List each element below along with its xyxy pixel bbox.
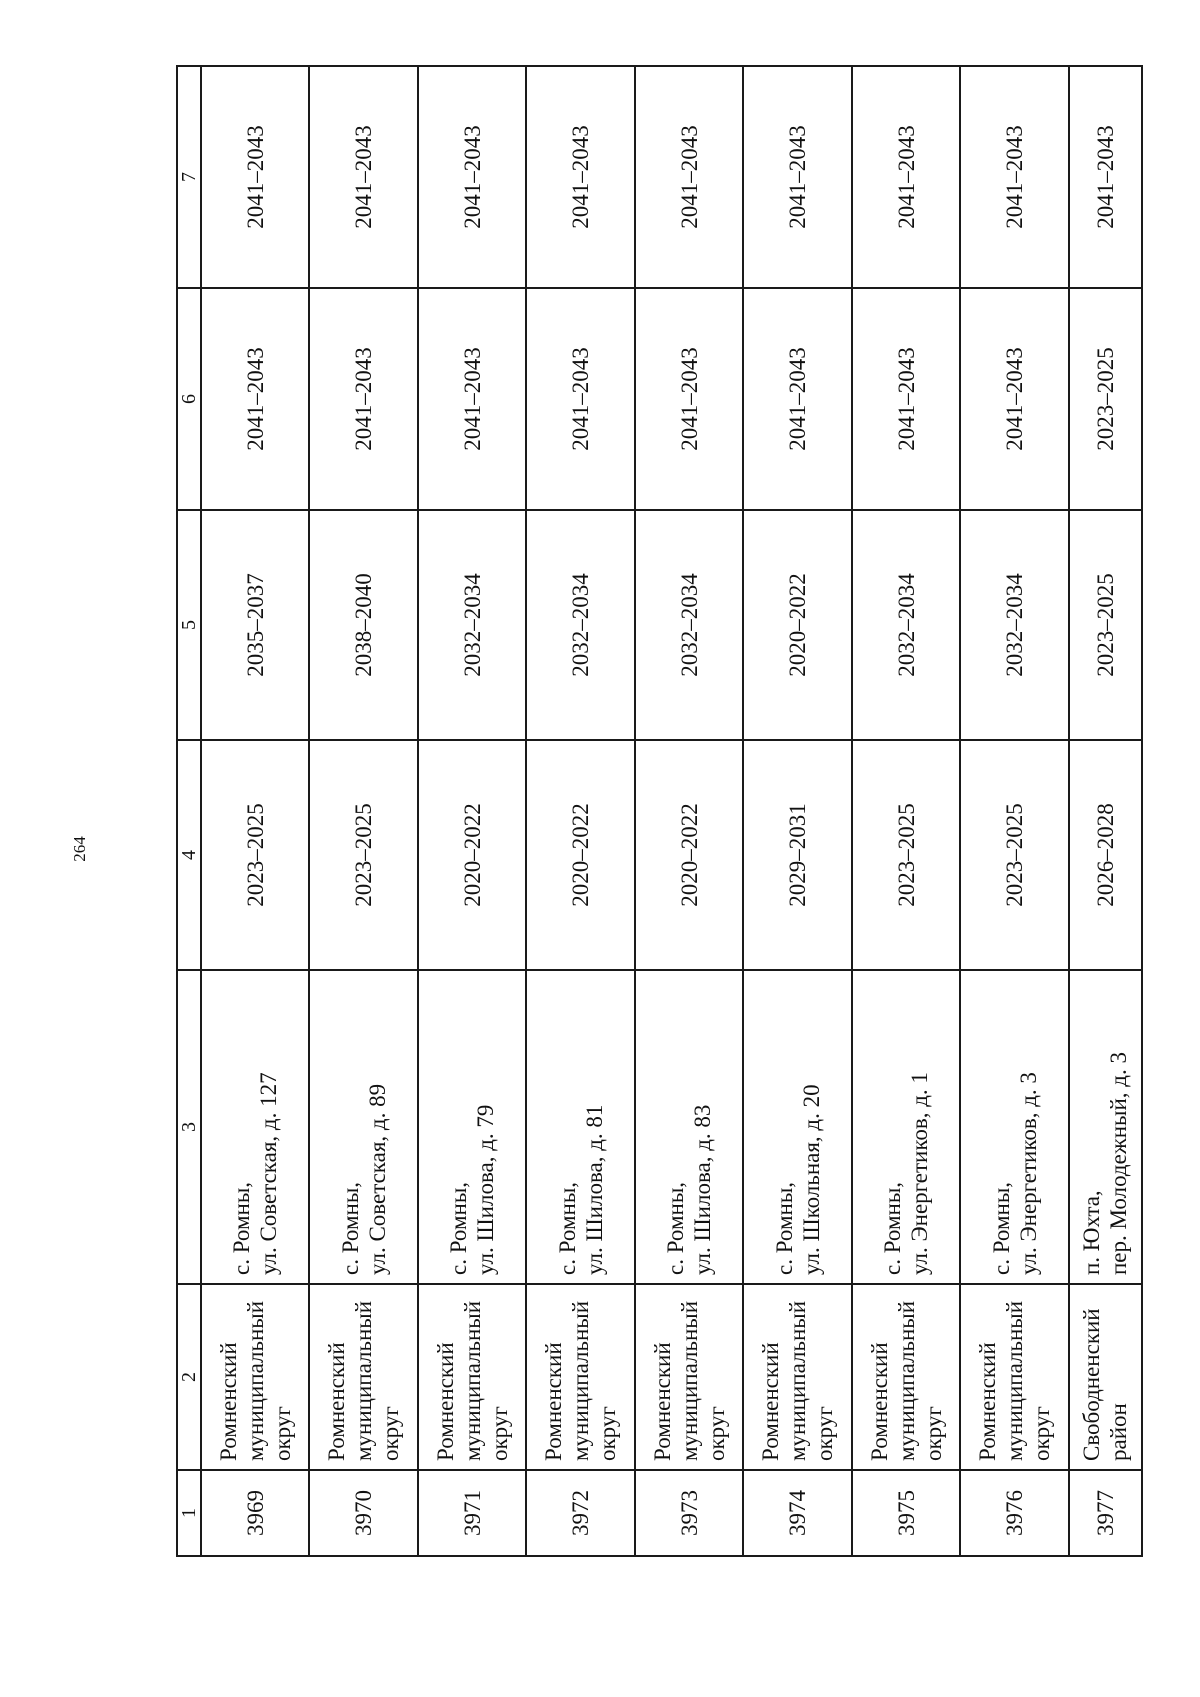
address-cell (960, 970, 1068, 1284)
table-row (852, 66, 960, 1556)
row-number: 3974 (743, 1470, 851, 1556)
district-cell (960, 1284, 1068, 1470)
address-line: ул. Энергетиков, д. 1 (907, 1072, 933, 1275)
period-cell-col5: 2032–2034 (852, 510, 960, 740)
row-number: 3975 (852, 1470, 960, 1556)
address-line: с. Ромны, (771, 1181, 797, 1275)
period-cell-col7: 2041–2043 (418, 66, 526, 288)
column-header: 4 (177, 740, 201, 970)
row-number: 3971 (418, 1470, 526, 1556)
period-cell-col5: 2032–2034 (960, 510, 1068, 740)
district-line: Ромненский (975, 1342, 1001, 1461)
district-cell (418, 1284, 526, 1470)
address-line: с. Ромны, (229, 1181, 255, 1275)
schedule-table-wrapper (176, 67, 1143, 1557)
address-line: с. Ромны, (446, 1181, 472, 1275)
period-cell-col7: 2041–2043 (309, 66, 417, 288)
district-line: Ромненский (541, 1342, 567, 1461)
period-cell-col7: 2041–2043 (526, 66, 634, 288)
address-line: ул. Шилова, д. 79 (473, 1104, 499, 1275)
address-line: с. Ромны, (663, 1181, 689, 1275)
address-line: с. Ромны, (880, 1181, 906, 1275)
period-cell-col4: 2023–2025 (201, 740, 309, 970)
row-number: 3969 (201, 1470, 309, 1556)
district-line: муниципальный (459, 1300, 485, 1461)
table-row (635, 66, 743, 1556)
period-cell-col5: 2032–2034 (418, 510, 526, 740)
district-line: Ромненский (324, 1342, 350, 1461)
period-cell-col5: 2038–2040 (309, 510, 417, 740)
period-cell-col4: 2023–2025 (852, 740, 960, 970)
period-cell-col4: 2023–2025 (960, 740, 1068, 970)
address-line: ул. Шилова, д. 83 (690, 1104, 716, 1275)
row-number: 3973 (635, 1470, 743, 1556)
address-line: ул. Советская, д. 127 (256, 1072, 282, 1275)
district-cell (743, 1284, 851, 1470)
district-line: округ (486, 1406, 512, 1461)
address-line: п. Юхта, (1079, 1190, 1105, 1275)
district-line: Ромненский (215, 1342, 241, 1461)
period-cell-col5: 2032–2034 (635, 510, 743, 740)
district-line: муниципальный (893, 1300, 919, 1461)
period-cell-col7: 2041–2043 (201, 66, 309, 288)
table-row (418, 66, 526, 1556)
period-cell-col5: 2023–2025 (1069, 510, 1142, 740)
period-cell-col6: 2041–2043 (960, 288, 1068, 510)
address-cell (635, 970, 743, 1284)
district-line: Ромненский (866, 1342, 892, 1461)
table-row (743, 66, 851, 1556)
district-line: район (1106, 1403, 1132, 1461)
district-cell (852, 1284, 960, 1470)
district-cell (526, 1284, 634, 1470)
period-cell-col5: 2020–2022 (743, 510, 851, 740)
address-cell (743, 970, 851, 1284)
table-row (309, 66, 417, 1556)
row-number: 3970 (309, 1470, 417, 1556)
column-header-row (177, 66, 201, 1556)
period-cell-col4: 2020–2022 (635, 740, 743, 970)
address-cell (526, 970, 634, 1284)
period-cell-col6: 2041–2043 (309, 288, 417, 510)
period-cell-col6: 2041–2043 (526, 288, 634, 510)
address-line: ул. Шилова, д. 81 (581, 1104, 607, 1275)
column-header: 1 (177, 1470, 201, 1556)
column-header: 7 (177, 66, 201, 288)
district-line: муниципальный (242, 1300, 268, 1461)
row-number: 3976 (960, 1470, 1068, 1556)
address-line: ул. Школьная, д. 20 (798, 1084, 824, 1275)
period-cell-col5: 2035–2037 (201, 510, 309, 740)
address-cell (309, 970, 417, 1284)
table-row (1069, 66, 1142, 1556)
district-cell (1069, 1284, 1142, 1470)
period-cell-col6: 2023–2025 (1069, 288, 1142, 510)
period-cell-col4: 2020–2022 (526, 740, 634, 970)
period-cell-col7: 2041–2043 (1069, 66, 1142, 288)
period-cell-col7: 2041–2043 (635, 66, 743, 288)
column-header: 5 (177, 510, 201, 740)
district-line: округ (1029, 1406, 1055, 1461)
district-line: Свободненский (1079, 1308, 1105, 1461)
address-line: ул. Энергетиков, д. 3 (1015, 1072, 1041, 1275)
table-row (526, 66, 634, 1556)
period-cell-col6: 2041–2043 (201, 288, 309, 510)
period-cell-col4: 2023–2025 (309, 740, 417, 970)
address-cell (852, 970, 960, 1284)
district-line: муниципальный (568, 1300, 594, 1461)
row-number: 3972 (526, 1470, 634, 1556)
period-cell-col6: 2041–2043 (635, 288, 743, 510)
district-line: округ (812, 1406, 838, 1461)
district-cell (309, 1284, 417, 1470)
page-number: 264 (70, 836, 89, 862)
district-line: округ (378, 1406, 404, 1461)
period-cell-col5: 2032–2034 (526, 510, 634, 740)
district-line: Ромненский (758, 1342, 784, 1461)
period-cell-col4: 2029–2031 (743, 740, 851, 970)
district-line: округ (269, 1406, 295, 1461)
district-line: муниципальный (676, 1300, 702, 1461)
period-cell-col6: 2041–2043 (852, 288, 960, 510)
address-cell (418, 970, 526, 1284)
district-line: муниципальный (1002, 1300, 1028, 1461)
address-line: пер. Молодежный, д. 3 (1106, 1052, 1132, 1275)
district-line: округ (703, 1406, 729, 1461)
table-row (201, 66, 309, 1556)
district-line: муниципальный (351, 1300, 377, 1461)
period-cell-col6: 2041–2043 (418, 288, 526, 510)
address-cell (201, 970, 309, 1284)
address-cell (1069, 970, 1142, 1284)
address-line: с. Ромны, (988, 1181, 1014, 1275)
schedule-table (176, 65, 1143, 1557)
period-cell-col4: 2026–2028 (1069, 740, 1142, 970)
column-header: 6 (177, 288, 201, 510)
district-line: муниципальный (785, 1300, 811, 1461)
address-line: с. Ромны, (337, 1181, 363, 1275)
district-line: Ромненский (649, 1342, 675, 1461)
address-line: ул. Советская, д. 89 (364, 1083, 390, 1275)
district-cell (635, 1284, 743, 1470)
district-line: округ (595, 1406, 621, 1461)
period-cell-col6: 2041–2043 (743, 288, 851, 510)
district-line: Ромненский (432, 1342, 458, 1461)
district-line: округ (920, 1406, 946, 1461)
period-cell-col7: 2041–2043 (852, 66, 960, 288)
period-cell-col7: 2041–2043 (743, 66, 851, 288)
district-cell (201, 1284, 309, 1470)
column-header: 3 (177, 970, 201, 1284)
column-header: 2 (177, 1284, 201, 1470)
row-number: 3977 (1069, 1470, 1142, 1556)
table-row (960, 66, 1068, 1556)
address-line: с. Ромны, (554, 1181, 580, 1275)
period-cell-col4: 2020–2022 (418, 740, 526, 970)
period-cell-col7: 2041–2043 (960, 66, 1068, 288)
